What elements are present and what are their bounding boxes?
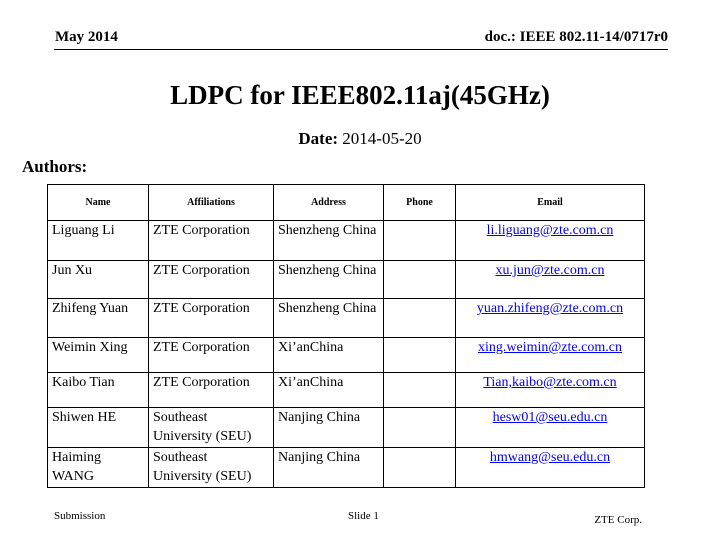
table-row (48, 408, 645, 448)
slide-title: LDPC for IEEE802.11aj(45GHz) (170, 80, 550, 110)
author-email-link[interactable]: xing.weimin@zte.com.cn (456, 338, 645, 373)
table-row (48, 221, 645, 261)
author-phone (384, 299, 456, 338)
author-phone (384, 373, 456, 408)
author-address: Nanjing China (274, 448, 384, 488)
footer-company: ZTE Corp. (594, 514, 642, 526)
column-header-email: Email (456, 185, 645, 221)
column-header-name: Name (48, 185, 149, 221)
author-address: Xi’anChina (274, 338, 384, 373)
column-header-phone: Phone (384, 185, 456, 221)
author-name: Liguang Li (48, 221, 149, 261)
author-affiliation: Southeast University (SEU) (149, 448, 274, 488)
authors-table (47, 184, 645, 488)
header-doc-id: doc.: IEEE 802.11-14/0717r0 (484, 29, 668, 45)
author-phone (384, 408, 456, 448)
author-email-link[interactable]: xu.jun@zte.com.cn (456, 261, 645, 299)
table-row (48, 299, 645, 338)
author-email-link[interactable]: hmwang@seu.edu.cn (456, 448, 645, 488)
author-phone (384, 448, 456, 488)
table-header-row (48, 185, 645, 221)
header-divider (54, 49, 668, 50)
slide-date (0, 129, 720, 149)
author-name: Kaibo Tian (48, 373, 149, 408)
footer-slide-number: Slide 1 (348, 510, 379, 522)
author-email-link[interactable]: yuan.zhifeng@zte.com.cn (456, 299, 645, 338)
author-affiliation: ZTE Corporation (149, 221, 274, 261)
table-row (48, 338, 645, 373)
author-affiliation: ZTE Corporation (149, 338, 274, 373)
table-row (48, 373, 645, 408)
author-affiliation: ZTE Corporation (149, 299, 274, 338)
author-name: Haiming WANG (48, 448, 149, 488)
column-header-affiliations: Affiliations (149, 185, 274, 221)
column-header-address: Address (274, 185, 384, 221)
author-name: Shiwen HE (48, 408, 149, 448)
author-affiliation: ZTE Corporation (149, 373, 274, 408)
author-address: Nanjing China (274, 408, 384, 448)
author-name: Zhifeng Yuan (48, 299, 149, 338)
footer-submission: Submission (54, 510, 106, 522)
author-address: Xi’anChina (274, 373, 384, 408)
author-email-link[interactable]: hesw01@seu.edu.cn (456, 408, 645, 448)
author-phone (384, 221, 456, 261)
table-row (48, 448, 645, 488)
author-affiliation: Southeast University (SEU) (149, 408, 274, 448)
author-name: Weimin Xing (48, 338, 149, 373)
header-date: May 2014 (55, 29, 118, 45)
authors-label: Authors: (22, 157, 88, 176)
date-label: Date: (298, 129, 339, 148)
author-address: Shenzheng China (274, 261, 384, 299)
author-phone (384, 261, 456, 299)
author-phone (384, 338, 456, 373)
table-row (48, 261, 645, 299)
author-name: Jun Xu (48, 261, 149, 299)
author-email-link[interactable]: Tian,kaibo@zte.com.cn (456, 373, 645, 408)
author-address: Shenzheng China (274, 299, 384, 338)
date-value: 2014-05-20 (342, 129, 422, 148)
author-address: Shenzheng China (274, 221, 384, 261)
author-email-link[interactable]: li.liguang@zte.com.cn (456, 221, 645, 261)
author-affiliation: ZTE Corporation (149, 261, 274, 299)
